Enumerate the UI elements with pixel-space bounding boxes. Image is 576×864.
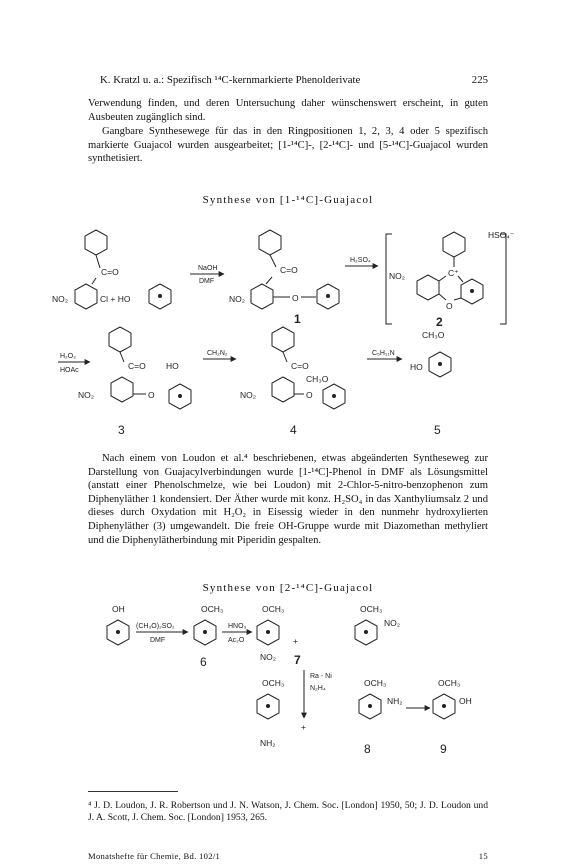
methoxy-label: OCH₃ [262, 604, 285, 614]
label-position-dot [332, 394, 336, 398]
carbonyl-label: C=O [291, 361, 309, 371]
ring-oxygen-label: O [446, 301, 453, 311]
reaction-scheme-2 [0, 602, 576, 784]
reaction-scheme-1 [0, 212, 576, 450]
benzene-ring [272, 377, 294, 402]
methoxy-label: CH₃O [306, 374, 329, 384]
benzene-ring [443, 232, 465, 257]
label-position-dot [442, 704, 446, 708]
reagent-label: HNO₃ [228, 623, 247, 630]
label-position-dot [368, 704, 372, 708]
reagent-label: Ac₂O [228, 637, 245, 644]
reagent-label: DMF [150, 637, 166, 644]
plus-sign: + [301, 722, 306, 732]
compound-number-8: 8 [364, 742, 371, 756]
reagent-label: (CH₃O)₂SO₂ [136, 623, 175, 630]
methoxy-label: OCH₃ [360, 604, 383, 614]
nitro-label: NO₂ [78, 390, 95, 400]
benzene-ring [251, 284, 273, 309]
benzene-ring [417, 275, 439, 300]
paragraph-synthesis-routes: Gangbare Synthesewege für das in den Ringpositionen 1, 2, 3, 4 oder 5 spezifisch markierte Guajacol wurden ausgearbeitet; [1-¹⁴C]-, [2-¹⁴C]- und [5-¹⁴C]-Guajacol wurden synthetisiert. [88, 126, 488, 165]
sheet-number: 15 [478, 851, 488, 861]
reagent-label: N₂H₄ [310, 685, 326, 692]
hydroxyl-label: HO [166, 361, 179, 371]
label-position-dot [470, 289, 474, 293]
running-title: K. Kratzl u. a.: Spezifisch ¹⁴C-kernmarkierte Phenolderivate [100, 74, 361, 86]
compound-number-1: 1 [294, 312, 301, 326]
benzene-ring [75, 284, 97, 309]
label-position-dot [438, 362, 442, 366]
nitro-label: NO₂ [240, 390, 257, 400]
bracket-right [500, 234, 506, 324]
chloro-phenol-label: Cl + HO [100, 294, 131, 304]
reagent-label: HOAc [60, 367, 79, 374]
nitro-label: NO₂ [384, 618, 401, 628]
carbonyl-label: C=O [128, 361, 146, 371]
amino-label: NH₂ [260, 738, 276, 748]
footnote-rule [88, 791, 178, 792]
compound-number-7: 7 [294, 653, 301, 667]
paragraph-loudon-synthesis: Nach einem von Loudon et al.⁴ beschriebenen, etwas abgeänderten Syntheseweg zur Darstellung von Guajacylverbindungen wurde [1-¹⁴C]-Phenol in DMF als Lösungsmittel (anstatt einer Phenolschmelze, wie bei Loudon) mit 2-Chlor-5-nitro-benzophenon zum Diphenyläther 1 kondensiert. Der Äther wurde mit konz. H₂SO₄ in das Xanthyliumsalz 2 und dieses durch Oxydation mit H₂O₂ in Eisessig wieder in den nunmehr hydroxylierten Diphenyläther (3) umgewandelt. Die freie OH-Gruppe wurde mit Diazomethan methyliert und die Diphenylätherbindung mit Piperidin gespalten. [88, 453, 488, 546]
label-position-dot [326, 294, 330, 298]
benzene-ring [85, 230, 107, 255]
carbonyl-label: C=O [101, 267, 119, 277]
reagent-label: CH₂N₂ [207, 350, 228, 357]
nitro-label: NO₂ [229, 294, 246, 304]
nitro-label: NO₂ [52, 294, 69, 304]
methoxy-label: OCH₃ [364, 678, 387, 688]
label-position-dot [203, 630, 207, 634]
hydroxyl-label: OH [112, 604, 125, 614]
compound-number-4: 4 [290, 423, 297, 437]
plus-sign: + [293, 636, 298, 646]
compound-number-3: 3 [118, 423, 125, 437]
compound-number-5: 5 [434, 423, 441, 437]
compound-number-6: 6 [200, 655, 207, 669]
methoxy-label: OCH₃ [201, 604, 224, 614]
section-title-2c-guajacol: Synthese von [2-¹⁴C]-Guajacol [202, 582, 374, 594]
methoxy-label: OCH₃ [438, 678, 461, 688]
ether-oxygen-label: O [292, 293, 299, 303]
footnote: ⁴ J. D. Loudon, J. R. Robertson und J. N. Watson, J. Chem. Soc. [London] 1950, 50; J. D. Loudon und J. A. Scott, J. Chem. Soc. [London] 1953, 265. [88, 800, 488, 824]
ether-oxygen-label: O [148, 390, 155, 400]
reagent-label: NaOH [198, 265, 218, 272]
methoxy-label: CH₃O [422, 330, 445, 340]
section-title-1c-guajacol: Synthese von [1-¹⁴C]-Guajacol [202, 194, 374, 206]
page-number: 225 [471, 74, 488, 86]
reagent-label: C₅H₁₁N [372, 350, 395, 357]
reagent-label: DMF [199, 278, 215, 285]
methoxy-label: OCH₃ [262, 678, 285, 688]
compound-number-2: 2 [436, 315, 443, 329]
nitro-label: NO₂ [389, 271, 406, 281]
label-position-dot [364, 630, 368, 634]
benzene-ring [259, 230, 281, 255]
label-position-dot [266, 630, 270, 634]
label-position-dot [178, 394, 182, 398]
compound-number-9: 9 [440, 742, 447, 756]
nitro-label: NO₂ [260, 652, 277, 662]
ether-oxygen-label: O [306, 390, 313, 400]
hydroxyl-label: HO [410, 362, 423, 372]
benzene-ring [109, 327, 131, 352]
reagent-label: H₂O₂ [60, 353, 76, 360]
journal-name: Monatshefte für Chemie, Bd. 102/1 [88, 851, 221, 861]
label-position-dot [266, 704, 270, 708]
hydrogensulfate-label: HSO₄⁻ [488, 230, 515, 240]
amino-label: NH₂ [387, 696, 403, 706]
reagent-label: H₂SO₄ [350, 257, 371, 264]
hydroxyl-label: OH [459, 696, 472, 706]
carbonyl-label: C=O [280, 265, 298, 275]
page-footer [88, 851, 488, 861]
label-position-dot [158, 294, 162, 298]
reagent-label: Ra - Ni [310, 673, 332, 680]
paragraph-intro: Verwendung finden, und deren Untersuchung daher wünschenswert erscheint, in guten Ausbeuten zugänglich sind. [88, 98, 488, 123]
carbocation-label: C⁺ [448, 268, 459, 278]
benzene-ring [272, 327, 294, 352]
label-position-dot [116, 630, 120, 634]
benzene-ring [111, 377, 133, 402]
